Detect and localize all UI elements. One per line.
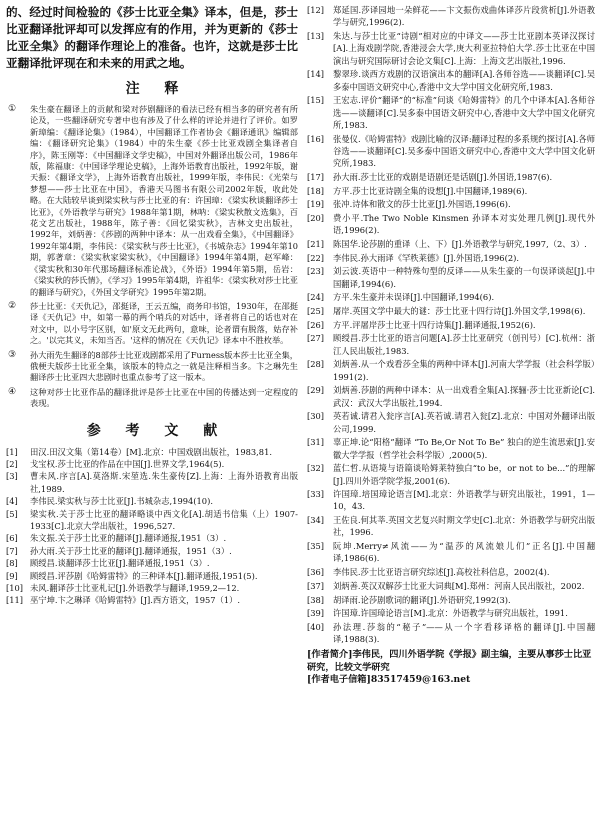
reference-item-text: 方平.莎士比亚诗剧全集的设想[J].中国翻译,1989(6). bbox=[333, 185, 528, 196]
reference-item-text: 郑延国.莎译园地一朵鲜花——卞文振伤戏曲体译莎片段赏析[J].外语教学与研究,1996(2). bbox=[333, 5, 595, 28]
reference-item-number: [21] bbox=[307, 238, 325, 249]
note-item-text: 莎士比亚：《天仇记》，邵挺译，王云五编，商务印书馆，1930年，在邵挺译《天仇记》中，如第一幕的两个哨兵的对话中，译者将自己的话也对在对文中，以小号字区别，如'原文无此两句，意味，论者谓有脱落，姑存补之。'以完其义，未知当否。'这样的情况在《天仇记》译本中不胜枚举。 bbox=[30, 300, 298, 346]
author-info bbox=[307, 649, 595, 687]
reference-item bbox=[6, 508, 298, 533]
reference-item-number: [19] bbox=[307, 199, 325, 210]
reference-item-number: [28] bbox=[307, 359, 325, 370]
reference-item-text: 巫宁坤.卞之琳译《哈姆雷特》[J].西方语文，1957（1）. bbox=[30, 595, 241, 606]
reference-item-number: [12] bbox=[307, 5, 325, 15]
reference-item bbox=[307, 540, 595, 565]
reference-item bbox=[307, 94, 595, 131]
reference-item bbox=[307, 462, 595, 487]
reference-item bbox=[307, 291, 595, 303]
reference-item-text: 顾绶昌.莎士比亚的语言问题[A].莎士比亚研究（创刊号）[C].杭州：浙江人民出版社,1983. bbox=[333, 333, 595, 356]
reference-item bbox=[307, 238, 595, 250]
reference-item-number: [22] bbox=[307, 252, 325, 263]
reference-item bbox=[307, 185, 595, 197]
reference-item-text: 李伟民.梁实秋与莎士比亚[J].书城杂志,1994(10). bbox=[30, 496, 213, 507]
reference-item-text: 孙大雨.莎士比亚的戏剧是语剧还是话剧[J].外国语,1987(6). bbox=[333, 171, 553, 182]
reference-item-text: 孙大雨.关于莎士比亚的翻译[J].翻译通报，1951（3）. bbox=[30, 545, 232, 556]
reference-item-text: 许国璋.培国璋论语言[M].北京：外语教学与研究出版社，1991，1—10，43. bbox=[333, 489, 595, 512]
note-item-text: 朱生豪在翻译上的贡献和梁对莎剧翻译的看法已经有相当多的研究者有所论及，一些翻译研究专著中也有涉及了什么样的评论并进行了评价。如罗新璋编：《翻译论集》（1984），中国翻译工作者协会《翻译通讯》编辑部编：《翻译研究论集》（1984）中的朱生豪《莎士比亚戏剧全集译者自序》，陈玉刚等：《中国翻译文学史稿》，中国对外翻译出版公司，1986年版，陈福康：《中国译学理论史稿》，上海外语教育出版社，1992年版，谢天振：《翻译文学》，上海外语教育出版社，1999年版，李伟民：《光荣与梦想——莎士比亚在中国》，香港天马图书有限公司2002年版，收此处略。在大陆较早谈到梁实秋与莎士比亚的有：许国璋：《梁实秋谈翻译莎士比亚》，《外语教学与研究》1988年第1期，林呐：《梁实秋散文选集》，百花文艺出版社，1988年，陈子善：《回忆梁实秋》，吉林文史出版社，1992年，刘炳善：《莎剧的两种中译本：从一出戏看全集》，《中国翻译》1992年第4期，李伟民：《梁实秋与莎士比亚》，《书城杂志》1994年第10期，郭著章：《梁实秋家梁实秋》，《中国翻译》1994年第4期，赵军峰：《梁实秋和30年代那场翻译标准论战》，《外语》1994年第5期，岳岩：《梁实秋的莎氏情》，《学习》1995年第4期，许祖华：《梁实秋对莎士比亚的翻译与研究》，《外国文学研究》1995年第2期。 bbox=[30, 104, 298, 297]
reference-item bbox=[6, 557, 298, 569]
reference-item-number: [3] bbox=[6, 471, 18, 482]
reference-item-number: [15] bbox=[307, 95, 325, 106]
reference-item bbox=[307, 30, 595, 67]
reference-item-number: [20] bbox=[307, 212, 325, 223]
references-heading: 参 考 文 献 bbox=[86, 422, 228, 439]
reference-item-number: [9] bbox=[6, 570, 18, 581]
reference-item-text: 刘炳善.英汉双解莎士比亚大词典[M].郑州：河南人民出版社，2002. bbox=[333, 580, 585, 591]
reference-item-text: 朱文振.关于莎士比亚的翻译[J].翻译通报,1951（3）. bbox=[30, 533, 227, 544]
reference-item bbox=[6, 470, 298, 495]
reference-item-text: 刘云波.英语中一种特殊句型的反译——从朱生豪的一句误译谈起[J].中国翻译,1994(6). bbox=[333, 266, 595, 289]
reference-item-number: [23] bbox=[307, 266, 325, 277]
author-bio: [作者简介]李伟民，四川外语学院《学报》副主编，主要从事莎士比亚研究，比较文学研究 bbox=[307, 649, 592, 673]
note-item bbox=[6, 350, 298, 384]
reference-item bbox=[307, 68, 595, 93]
notes-list bbox=[6, 104, 298, 410]
note-item-number: ③ bbox=[8, 349, 17, 360]
reference-item bbox=[307, 171, 595, 183]
reference-item-text: 张冲.诗体和散文的莎士比亚[J].外国语,1996(6). bbox=[333, 199, 511, 210]
reference-item-number: [32] bbox=[307, 463, 325, 474]
reference-item-number: [26] bbox=[307, 319, 325, 330]
left-column bbox=[6, 4, 298, 607]
reference-item-number: [38] bbox=[307, 594, 325, 605]
reference-item-number: [6] bbox=[6, 533, 18, 544]
reference-item bbox=[6, 458, 298, 470]
reference-item-number: [25] bbox=[307, 305, 325, 316]
reference-item-number: [37] bbox=[307, 580, 325, 591]
reference-item-text: 屠岸.英国文学中最大的谜：莎士比亚十四行诗[J].外国文学,1998(6). bbox=[333, 305, 586, 316]
reference-item-text: 王佐良.何其莘.英国文艺复兴时期文学史[C].北京：外语教学与研究出版社，1996. bbox=[333, 515, 595, 538]
reference-item-number: [7] bbox=[6, 545, 18, 556]
reference-item bbox=[307, 133, 595, 170]
reference-item-text: 未风.翻译莎士比亚札记[J].外语教学与翻译,1959,2—12. bbox=[30, 583, 240, 594]
reference-item bbox=[307, 265, 595, 290]
intro-paragraph: 的、经过时间检验的《莎士比亚全集》译本，但是，莎士比亚翻译批评却可以发挥应有的作用，并为更新的《莎士比亚全集》的翻译作理论上的准备。也许，这就是莎士比亚翻译批评现在和未来的用武之地。 bbox=[6, 5, 298, 70]
reference-item bbox=[307, 358, 595, 383]
reference-item bbox=[307, 621, 595, 646]
reference-item-text: 朱达.与莎士比亚“诗剧”相对应的中译文——莎士比亚剧本英译汉探讨[A].上海戏剧学院,香港浸会大学,庚大利亚拉特伯大学.莎士比亚在中国演出与研究国际研讨会论文集[C].上海：上海文艺出版社,1996. bbox=[333, 30, 595, 66]
note-item-number: ① bbox=[8, 104, 17, 114]
reference-item bbox=[6, 545, 298, 557]
author-email: [作者电子信箱]83517459@163.net bbox=[307, 674, 471, 686]
reference-item-number: [30] bbox=[307, 411, 325, 422]
reference-item-number: [11] bbox=[6, 595, 24, 606]
reference-item-text: 田汉.田汉文集（第14卷）[M].北京：中国戏剧出版社，1983,81. bbox=[30, 446, 272, 457]
reference-item-text: 戈宝权.莎士比亚的作品在中国[J].世界文学,1964(5). bbox=[30, 458, 225, 469]
reference-item bbox=[6, 570, 298, 582]
note-item-number: ④ bbox=[8, 386, 17, 397]
reference-item bbox=[307, 384, 595, 409]
reference-item bbox=[307, 212, 595, 237]
reference-item bbox=[307, 488, 595, 513]
reference-item-text: 胡译雨.论莎剧歌词的翻译[J].外语研究,1992(3). bbox=[333, 594, 511, 605]
reference-item-number: [31] bbox=[307, 437, 325, 448]
reference-item-text: 孙法理.莎翁的“秘子”——从一个字看移译格的翻译[J].中国翻译,1988(3). bbox=[333, 621, 595, 645]
right-column bbox=[307, 4, 595, 687]
reference-item-text: 方平.朱生豪并未误译[J].中国翻译,1994(6). bbox=[333, 292, 495, 303]
reference-item-text: 顾绶昌.评莎剧《哈姆雷特》的三种译本[J].翻译通报,1951(5). bbox=[30, 570, 258, 581]
notes-heading: 注 释 bbox=[125, 81, 189, 97]
references-list-right bbox=[307, 4, 595, 645]
reference-item bbox=[307, 436, 595, 461]
reference-item-text: 梁实秋.关于莎士比亚的翻译略谈中西文化[A].胡适书信集（上）1907-1933[C].北京大学出版社，1996,527. bbox=[30, 508, 298, 531]
note-item-text: 孙大雨先生翻译的8部莎士比亚戏剧都采用了Furness版本莎士比亚全集，俄梗夫版莎士比亚全集，该版本的特点之一就是注释相当多。卞之琳先生翻译莎士比亚四大悲剧时也重点参考了这一版本。 bbox=[30, 349, 298, 383]
reference-item-text: 陈国华.论莎剧的重译（上、下）[J].外语教学与研究,1997,（2、3）. bbox=[333, 238, 587, 249]
reference-item-number: [35] bbox=[307, 541, 325, 552]
reference-item bbox=[307, 514, 595, 539]
reference-item-number: [4] bbox=[6, 496, 18, 507]
reference-item-text: 蓝仁哲.从语境与语篇谈哈姆莱特独白“to be，or not to be...”的理解[J].四川外语学院学报,2001(6). bbox=[333, 463, 595, 486]
reference-item bbox=[307, 594, 595, 606]
reference-item-number: [1] bbox=[6, 446, 18, 457]
reference-item-number: [13] bbox=[307, 30, 325, 41]
reference-item bbox=[307, 4, 595, 29]
note-item bbox=[6, 301, 298, 347]
reference-item bbox=[307, 198, 595, 210]
reference-item-text: 李伟民.孙大雨译《罕秩莱德》[J].外国语,1996(2). bbox=[333, 252, 519, 263]
reference-item-text: 李伟民.莎士比亚语言研究综述[J].高校社科信息，2002(4). bbox=[333, 567, 550, 578]
reference-item-text: 许国璋.许国璋论语言[M].北京：外语教学与研究出版社，1991. bbox=[333, 608, 568, 619]
reference-item-text: 刘炳善.莎剧的两种中译本：从一出戏看全集[A].探骊·莎士比亚新论[C].武汉：武汉大学出版社,1994. bbox=[333, 385, 595, 408]
reference-item bbox=[6, 582, 298, 594]
reference-item bbox=[307, 319, 595, 331]
reference-item-number: [39] bbox=[307, 608, 325, 619]
reference-item-number: [14] bbox=[307, 69, 325, 80]
reference-item bbox=[6, 495, 298, 507]
reference-item-text: 顾绶昌.谈翻译莎士比亚[J].翻译通报,1951（3）. bbox=[30, 558, 210, 569]
reference-item-text: 黎翠珍.谈西方戏剧的汉语演出本的翻译[A].各师谷选——谈翻译[C].吴多泰中国语文研究中心,香港中文大学中国文化研究所,1983. bbox=[333, 69, 595, 92]
reference-item bbox=[6, 446, 298, 458]
reference-item-text: 方平.评屠岸莎士比亚十四行诗集[J].翻译通报,1952(6). bbox=[333, 319, 536, 330]
reference-item-number: [16] bbox=[307, 133, 325, 144]
reference-item bbox=[307, 580, 595, 592]
note-item-number: ② bbox=[8, 300, 17, 311]
note-item bbox=[6, 104, 298, 298]
reference-item-number: [2] bbox=[6, 458, 18, 469]
reference-item bbox=[307, 332, 595, 357]
reference-item-number: [17] bbox=[307, 171, 325, 182]
reference-item-number: [27] bbox=[307, 333, 325, 344]
reference-item bbox=[307, 252, 595, 264]
reference-item-text: 曹未风.序言[A].莫洛斯.宋堃选.朱生豪传[Z].上海：上海外语教育出版社,1989. bbox=[30, 471, 298, 494]
reference-item-text: 张曼仪.《哈姆雷特》戏剧比喻的汉译:翻译过程的多系规约探讨[A].各师谷选——谈翻译[C].吴多泰中国语文研究中心,香港中文大学中国文化研究所,1983. bbox=[333, 133, 595, 169]
reference-item-text: 王宏志.评价“翻译”的“标准”问谈《哈姆雷特》的几个中译本[A].各师谷选——谈翻译[C].吴多泰中国语文研究中心,香港中文大学中国文化研究所,1983. bbox=[333, 95, 595, 130]
reference-item bbox=[6, 532, 298, 544]
reference-item-number: [10] bbox=[6, 583, 24, 594]
reference-item-number: [24] bbox=[307, 292, 325, 303]
reference-item bbox=[307, 566, 595, 578]
note-item bbox=[6, 387, 298, 410]
reference-item bbox=[307, 305, 595, 317]
reference-item bbox=[307, 410, 595, 435]
reference-item-number: [5] bbox=[6, 508, 18, 519]
reference-item-number: [34] bbox=[307, 515, 325, 526]
reference-item-text: 阮坤.Merry≠风流——为“温莎的风流娘儿们”正名[J].中国翻译,1986(6). bbox=[333, 541, 595, 564]
reference-item-text: 费小平.The Two Noble Kinsmen 孙译本对实处理几例[J].现代外语,1996(2). bbox=[333, 212, 595, 236]
reference-item-number: [8] bbox=[6, 558, 18, 569]
note-item-text: 这种对莎士比亚作品的翻译批评是莎士比亚在中国的传播达到一定程度的表现。 bbox=[30, 386, 298, 409]
reference-item bbox=[6, 594, 298, 606]
reference-item-number: [18] bbox=[307, 185, 325, 196]
references-list-left bbox=[6, 446, 298, 607]
reference-item-number: [29] bbox=[307, 385, 325, 396]
reference-item-number: [40] bbox=[307, 621, 325, 632]
reference-item-number: [33] bbox=[307, 489, 325, 500]
reference-item bbox=[307, 607, 595, 619]
reference-item-text: 刘炳善.从一个戏看莎全集的两种中译本[J].河南大学学报（社会科学版）1991(2). bbox=[333, 359, 595, 382]
reference-item-text: 英若诚.请君入瓮序言[A].英若诚.请君入瓮[Z].北京：中国对外翻译出版公司,1999. bbox=[333, 411, 595, 434]
reference-item-number: [36] bbox=[307, 567, 325, 578]
reference-item-text: 辜正坤.论“阳格”翻译 “To Be,Or Not To Be” 独白的逆生流思索[J].安徽大学学报（哲学社会科学版）,2000(5). bbox=[333, 437, 595, 460]
